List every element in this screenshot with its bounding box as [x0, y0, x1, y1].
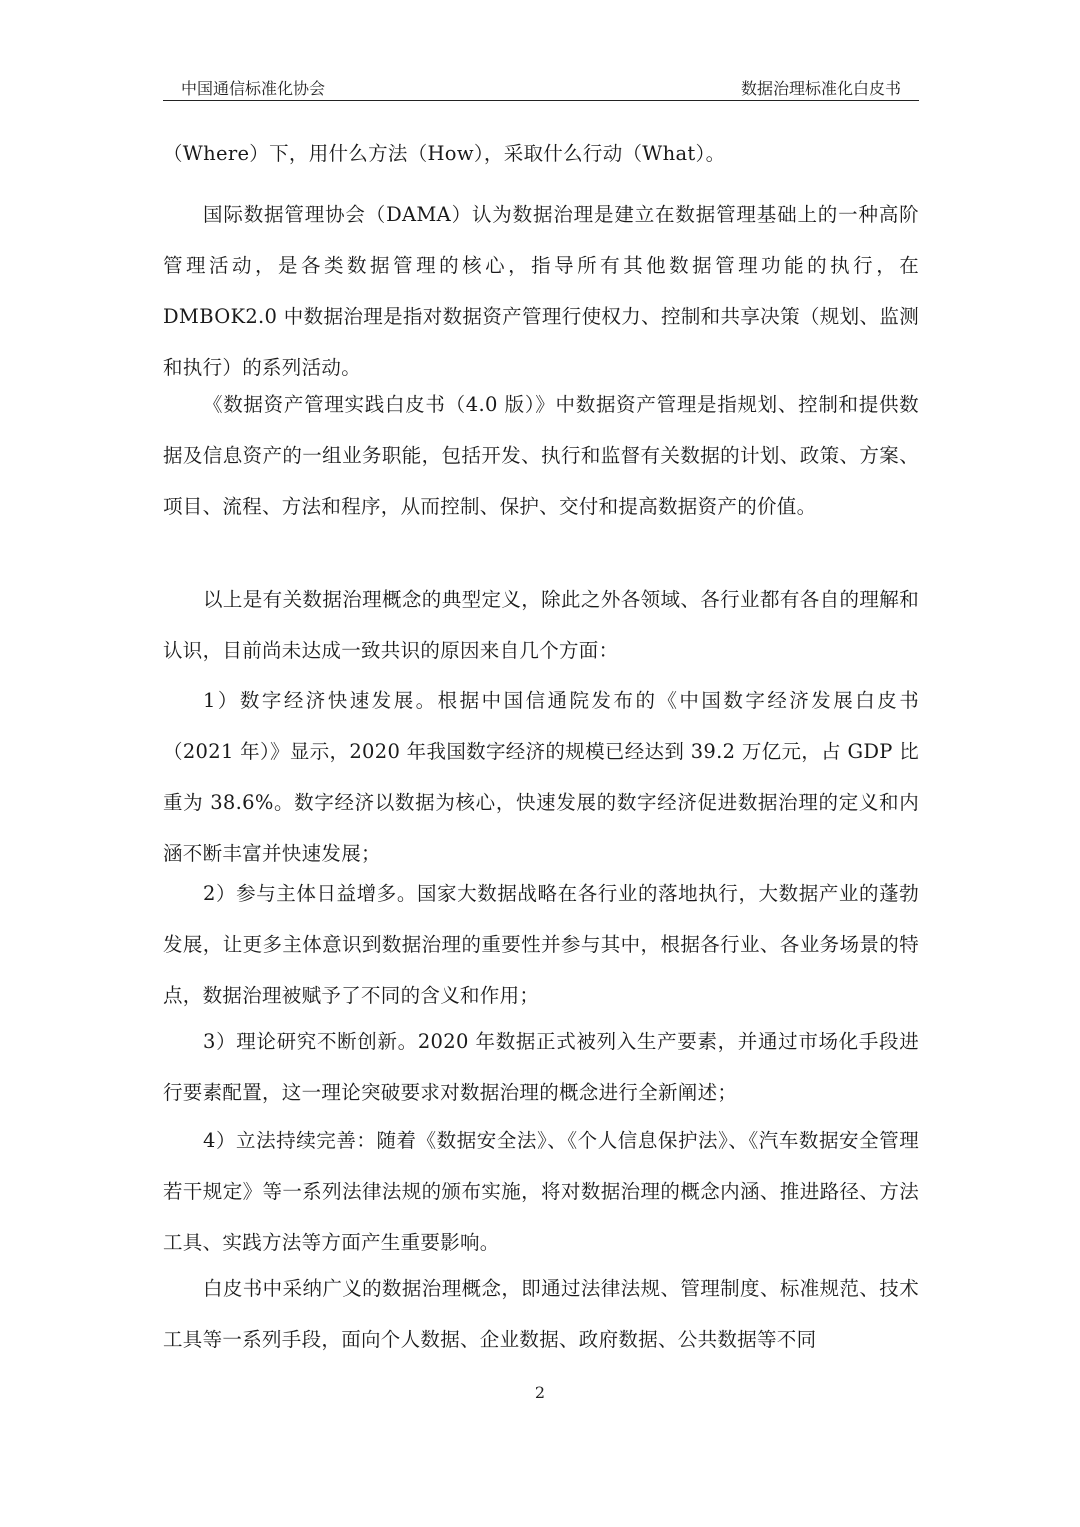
- paragraph-point-2: 2）参与主体日益增多。国家大数据战略在各行业的落地执行，大数据产业的蓬勃发展，让更多主体意识到数据治理的重要性并参与其中，根据各行业、各业务场景的特点，数据治理被赋予了不同的含义和作用；: [163, 882, 919, 1007]
- paragraph-point-4: 4）立法持续完善：随着《数据安全法》、《个人信息保护法》、《汽车数据安全管理若干规定》等一系列法律法规的颁布实施，将对数据治理的概念内涵、推进路径、方法工具、实践方法等方面产生重要影响。: [163, 1129, 919, 1254]
- paragraph-summary: 以上是有关数据治理概念的典型定义，除此之外各领域、各行业都有各自的理解和认识，目前尚未达成一致共识的原因来自几个方面：: [163, 588, 919, 662]
- paragraph-point-1: 1）数字经济快速发展。根据中国信通院发布的《中国数字经济发展白皮书（2021 年）》显示，2020 年我国数字经济的规模已经达到 39.2 万亿元，占 GDP 比重为 38.6%。数字经济以数据为核心，快速发展的数字经济促进数据治理的定义和内涵不断丰富并快速发展；: [163, 689, 919, 865]
- page-header: [163, 74, 919, 101]
- header-organization: 中国通信标准化协会: [181, 79, 326, 98]
- paragraph-asset-management: 《数据资产管理实践白皮书（4.0 版）》中数据资产管理是指规划、控制和提供数据及信息资产的一组业务职能，包括开发、执行和监督有关数据的计划、政策、方案、项目、流程、方法和程序，从而控制、保护、交付和提高数据资产的价值。: [163, 393, 919, 518]
- paragraph-dama-definition: 国际数据管理协会（DAMA）认为数据治理是建立在数据管理基础上的一种高阶管理活动，是各类数据管理的核心，指导所有其他数据管理功能的执行，在 DMBOK2.0 中数据治理是指对数据资产管理行使权力、控制和共享决策（规划、监测和执行）的系列活动。: [163, 203, 919, 379]
- page-number: 2: [534, 1383, 546, 1402]
- header-document-title: 数据治理标准化白皮书: [740, 79, 901, 98]
- paragraph-whitepaper-definition: 白皮书中采纳广义的数据治理概念，即通过法律法规、管理制度、标准规范、技术工具等一系列手段，面向个人数据、企业数据、政府数据、公共数据等不同: [163, 1277, 919, 1351]
- paragraph-continuation: （Where）下，用什么方法（How），采取什么行动（What）。: [163, 142, 726, 165]
- paragraph-point-3: 3）理论研究不断创新。2020 年数据正式被列入生产要素，并通过市场化手段进行要素配置，这一理论突破要求对数据治理的概念进行全新阐述；: [163, 1030, 919, 1104]
